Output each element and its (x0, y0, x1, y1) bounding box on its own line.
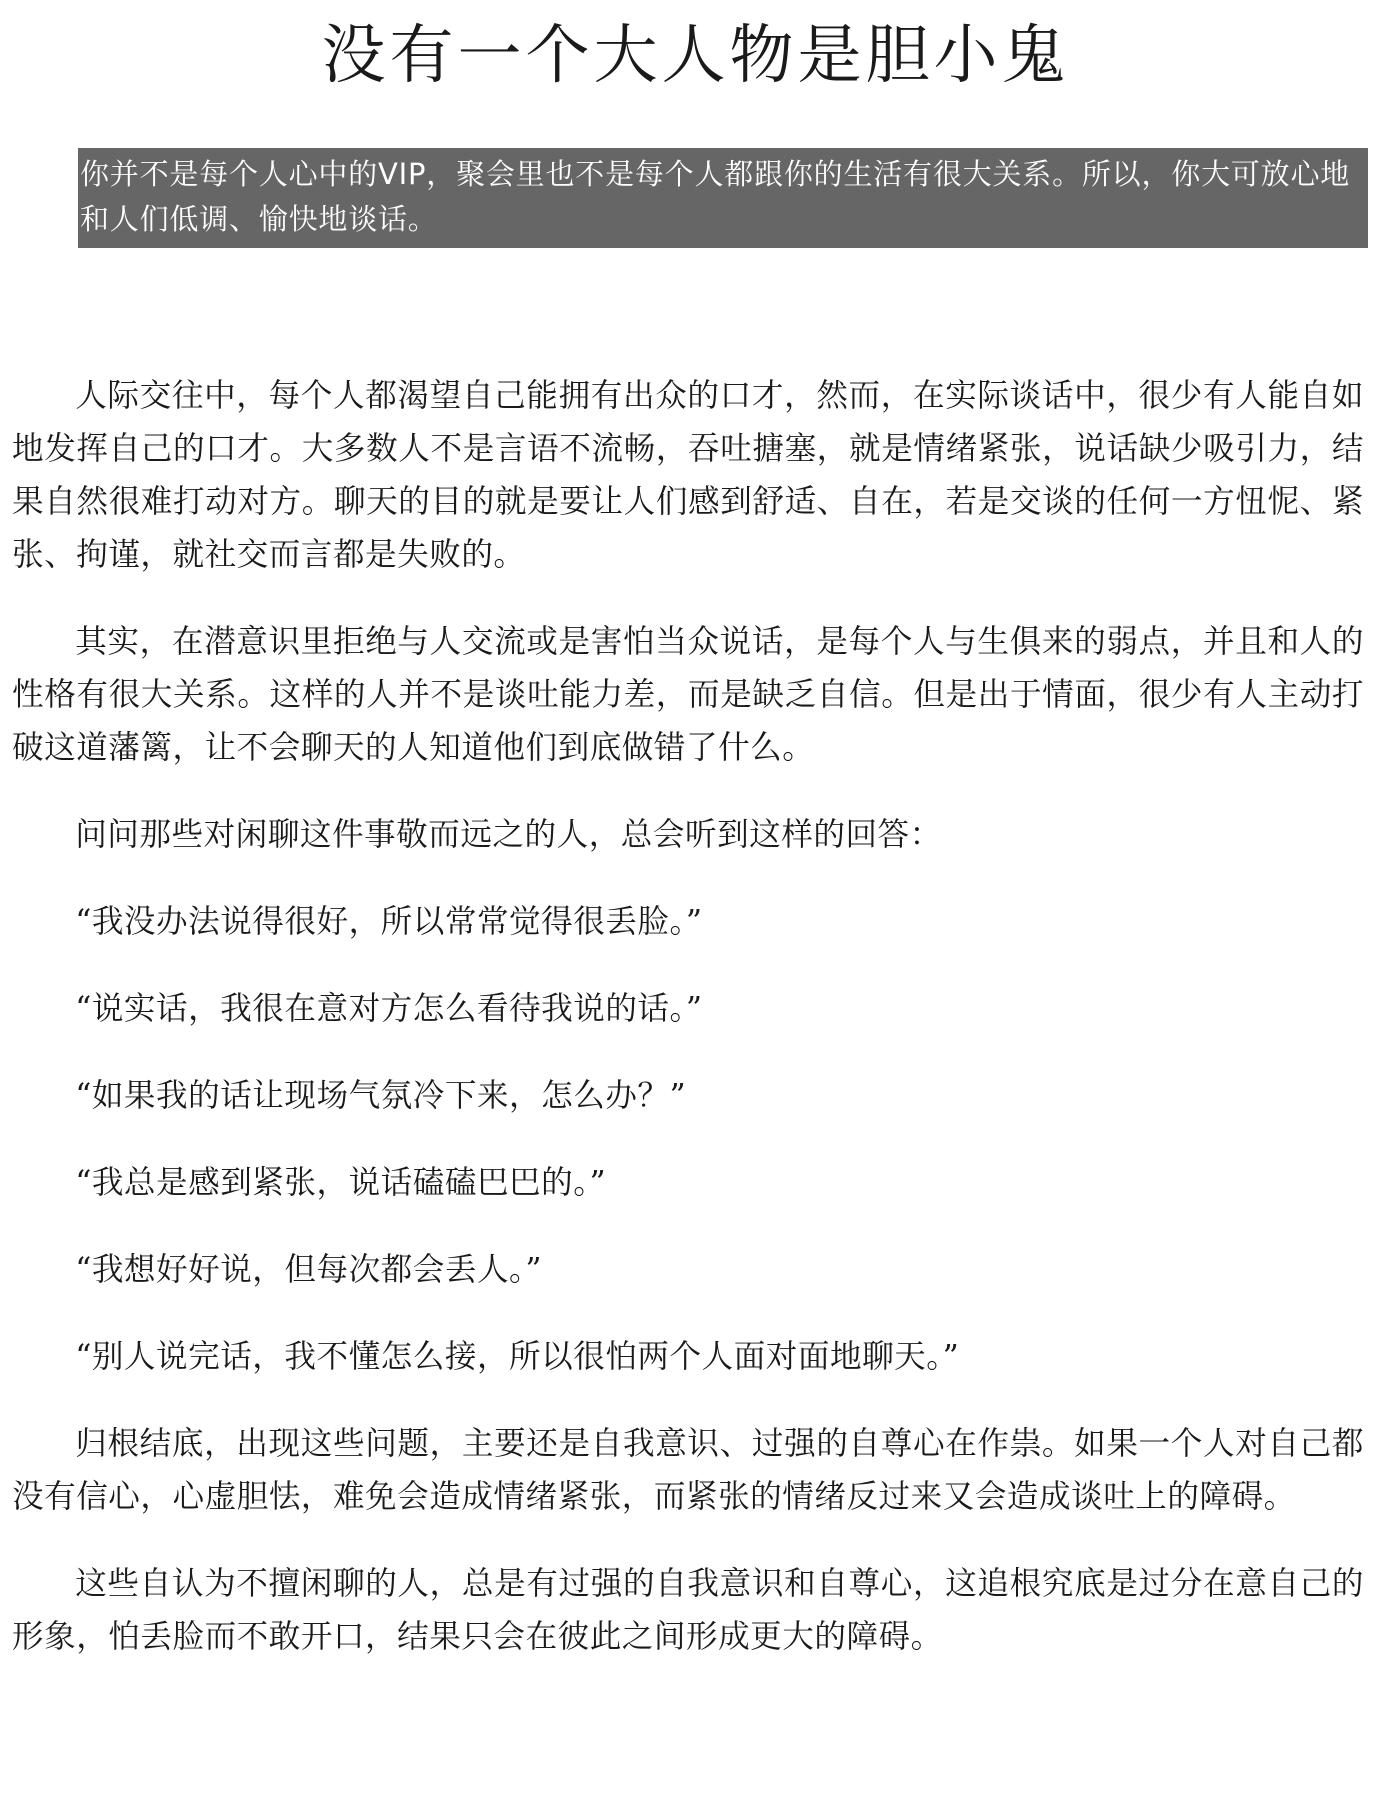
paragraph: 其实，在潜意识里拒绝与人交流或是害怕当众说话，是每个人与生俱来的弱点，并且和人的性格有很大关系。这样的人并不是谈吐能力差，而是缺乏自信。但是出于情面，很少有人主动打破这道藩篱，让不会聊天的人知道他们到底做错了什么。 (12, 624, 1364, 766)
quote-paragraph: “我想好好说，但每次都会丢人。” (75, 1252, 543, 1288)
quote-paragraph: “如果我的话让现场气氛冷下来，怎么办？” (75, 1078, 687, 1114)
paragraph: 这些自认为不擅闲聊的人，总是有过强的自我意识和自尊心，这追根究底是过分在意自己的形象，怕丢脸而不敢开口，结果只会在彼此之间形成更大的障碍。 (12, 1566, 1364, 1655)
callout-box (78, 148, 1368, 248)
page-title: 没有一个大人物是胆小鬼 (321, 19, 1070, 93)
quote-paragraph: “别人说完话，我不懂怎么接，所以很怕两个人面对面地聊天。” (75, 1339, 960, 1375)
paragraph: 人际交往中，每个人都渴望自己能拥有出众的口才，然而，在实际谈话中，很少有人能自如地发挥自己的口才。大多数人不是言语不流畅，吞吐搪塞，就是情绪紧张，说话缺少吸引力，结果自然很难打动对方。聊天的目的就是要让人们感到舒适、自在，若是交谈的任何一方忸怩、紧张、拘谨，就社交而言都是失败的。 (12, 378, 1364, 573)
paragraph: 问问那些对闲聊这件事敬而远之的人，总会听到这样的回答： (75, 817, 942, 853)
quote-paragraph: “我没办法说得很好，所以常常觉得很丢脸。” (75, 904, 703, 940)
paragraph: 归根结底，出现这些问题，主要还是自我意识、过强的自尊心在作祟。如果一个人对自己都没有信心，心虚胆怯，难免会造成情绪紧张，而紧张的情绪反过来又会造成谈吐上的障碍。 (12, 1426, 1364, 1515)
body-text (12, 370, 1364, 1698)
callout-text: 你并不是每个人心中的VIP，聚会里也不是每个人都跟你的生活有很大关系。所以，你大可放心地和人们低调、愉快地谈话。 (80, 157, 1351, 236)
quote-paragraph: “说实话，我很在意对方怎么看待我说的话。” (75, 991, 703, 1027)
quote-paragraph: “我总是感到紧张，说话磕磕巴巴的。” (75, 1165, 607, 1201)
